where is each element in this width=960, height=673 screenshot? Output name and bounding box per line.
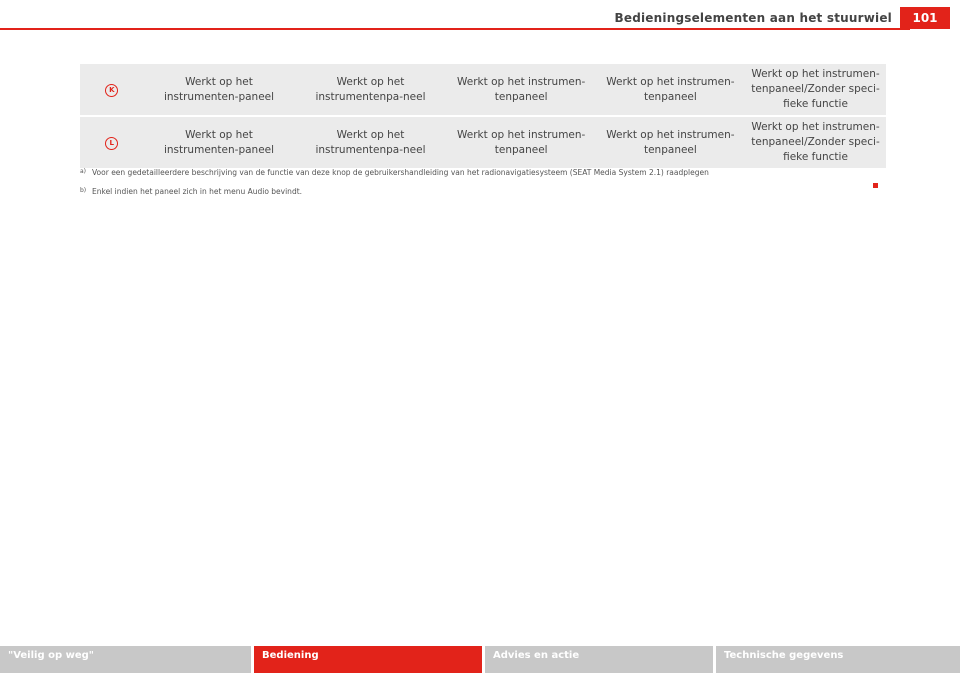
footnote	[80, 168, 880, 177]
tab-technische-gegevens[interactable]: Technische gegevens	[716, 646, 960, 673]
footnotes	[80, 168, 880, 206]
button-k-icon: K	[105, 84, 118, 97]
footnote-mark: b)	[80, 187, 87, 194]
tab-advies-en-actie[interactable]: Advies en actie	[485, 646, 713, 673]
button-l-icon: L	[105, 137, 118, 150]
controls-table	[80, 64, 886, 168]
section-end-marker	[873, 183, 878, 188]
footnote	[80, 187, 880, 196]
tab-veilig-op-weg[interactable]: "Veilig op weg"	[0, 646, 251, 673]
table-cell: Werkt op het instrumen-tenpaneel	[447, 115, 596, 168]
table-cell: Werkt op het instrumentenpa-neel	[294, 115, 446, 168]
tab-bediening[interactable]: Bediening	[254, 646, 482, 673]
footnote-mark: a)	[80, 168, 87, 175]
table-cell: Werkt op het instrumentenpa-neel	[315, 75, 426, 103]
row-key-cell	[80, 64, 144, 115]
footnote-text: Enkel indien het paneel zich in het menu Audio bevindt.	[92, 187, 303, 196]
footnote-text: Voor een gedetailleerdere beschrijving van de functie van deze knop de gebruikershandleiding van het radionavigatiesysteem (SEAT Media System 2.1) raadplegen	[92, 168, 709, 177]
section-tab-bar	[0, 646, 960, 673]
table-cell: Werkt op het instrumen-tenpaneel/Zonder speci-fieke functie	[745, 115, 886, 168]
row-key-cell	[80, 115, 144, 168]
table-cell: Werkt op het instrumenten-paneel	[144, 115, 295, 168]
table-cell: Werkt op het instrumen-tenpaneel/Zonder speci-fieke functie	[751, 68, 880, 110]
table-cell: Werkt op het instrumen-tenpaneel	[596, 115, 745, 168]
header-divider	[0, 28, 910, 30]
table-row	[80, 64, 886, 115]
table-cell: Werkt op het instrumen-tenpaneel	[606, 75, 735, 103]
page-title: Bedieningselementen aan het stuurwiel	[614, 11, 892, 25]
table-cell: Werkt op het instrumen-tenpaneel	[456, 75, 586, 103]
table-row	[80, 115, 886, 168]
table-cell: Werkt op het instrumenten-paneel	[163, 75, 275, 103]
page-number: 101	[900, 7, 950, 29]
